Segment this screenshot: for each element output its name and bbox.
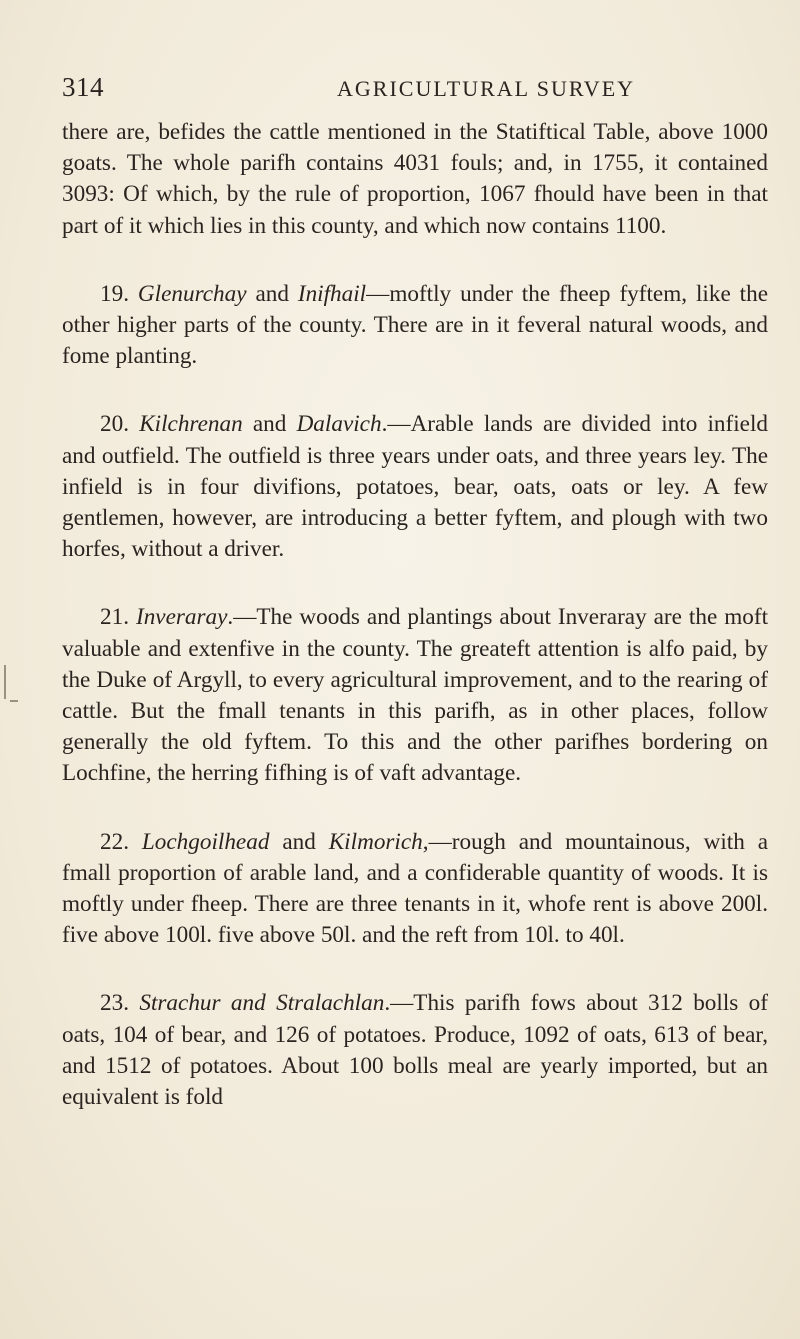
- paragraph-number: 19.: [100, 280, 129, 307]
- paragraph-20: [62, 409, 768, 565]
- parish-name: Strachur: [139, 990, 221, 1017]
- running-head: AGRICULTURAL SURVEY: [337, 76, 636, 101]
- parish-name: Glenurchay: [137, 280, 247, 307]
- page-number: 314: [62, 72, 104, 102]
- paragraph-text: —moftly under the fheep fyftem, like the other higher parts of the county. There are in it feveral natural woods, and fome planting.: [62, 280, 768, 370]
- paragraph-text: .—This parifh fows about 312 bolls of oats, 104 of bear, and 126 of potatoes. Produce, 1092 of oats, 613 of bear, and 1512 of potatoes. About 100 bolls meal are yearly imported, but an equivalent is fold: [62, 990, 768, 1111]
- paragraph-text: .—Arable lands are divided into infield and outfield. The outfield is three years under oats, and three years ley. The infield is in four divifions, potatoes, bear, oats, oats or ley. A few gentlemen, however, are introducing a better fyftem, and plough with two horfes, without a driver.: [62, 411, 769, 563]
- paragraph-23: [62, 988, 768, 1113]
- paragraph-19: [62, 279, 768, 373]
- paragraph-number: 21.: [100, 604, 129, 631]
- paragraph-number: 22.: [100, 828, 129, 855]
- paragraph-21: [62, 602, 768, 789]
- parish-name: Stralachlan: [276, 990, 385, 1017]
- conjunction: and: [255, 280, 289, 307]
- paragraph-continuation: [62, 117, 768, 242]
- paragraph-number: 20.: [100, 411, 129, 438]
- body-text: [62, 117, 768, 1150]
- page-edge-tick: [10, 700, 18, 702]
- parish-name: Kilchrenan: [139, 411, 243, 438]
- paragraph-text: .—The woods and plantings about Inveraray are the moft valuable and extenfive in the county. The greateft attention is alfo paid, by the Duke of Argyll, to every agricultural improvement, and to the rearing of cattle. But the fmall tenants in this parifh, as in other places, follow generally the old fyftem. To this and the other parifhes bordering on Lochfine, the herring fifhing is of vaft advantage.: [62, 604, 769, 787]
- page-header: [62, 72, 762, 112]
- conjunction: and: [282, 828, 316, 855]
- page-edge-mark: [4, 665, 6, 699]
- paragraph-text: there are, befides the cattle mentioned in the Statiftical Table, above 1000 goats. The whole parifh contains 4031 fouls; and, in 1755, it contained 3093: Of which, by the rule of proportion, 1067 fhould have been in that part of it which lies in this county, and which now contains 1100.: [62, 119, 768, 239]
- paragraph-text: ,—rough and mountainous, with a fmall proportion of arable land, and a confiderable quantity of woods. It is moftly under fheep. There are three tenants in it, whofe rent is above 200l. five above 100l. five above 50l. and the reft from 10l. to 40l.: [62, 828, 769, 949]
- parish-name: Inveraray: [135, 604, 228, 631]
- parish-name: Dalavich: [296, 411, 382, 438]
- conjunction: and: [230, 990, 266, 1017]
- parish-name: Kilmorich: [328, 828, 423, 855]
- conjunction: and: [252, 411, 287, 438]
- parish-name: Inifhail: [297, 280, 367, 307]
- paragraph-number: 23.: [100, 990, 129, 1017]
- paragraph-22: [62, 827, 768, 952]
- parish-name: Lochgoilhead: [141, 828, 270, 855]
